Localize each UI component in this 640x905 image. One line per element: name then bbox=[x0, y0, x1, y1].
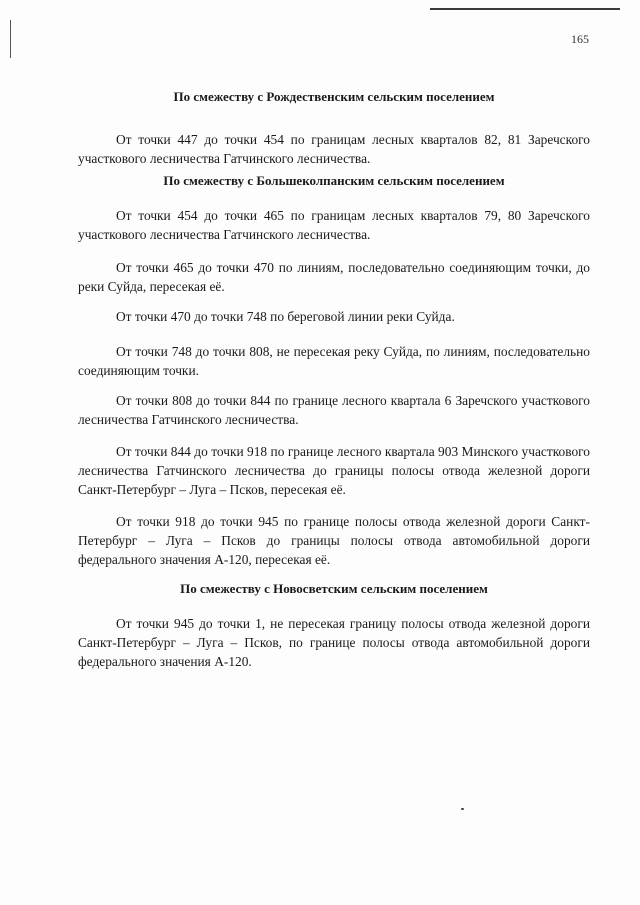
section-heading: По смежеству с Большеколпанским сельским поселением bbox=[163, 173, 505, 188]
paragraph: От точки 748 до точки 808, не пересекая реку Суйда, по линиям, последовательно соединяющим точки. bbox=[78, 344, 590, 378]
page-number: 165 bbox=[571, 32, 589, 46]
paragraph: От точки 454 до точки 465 по границам лесных кварталов 79, 80 Заречского участкового лесничества Гатчинского лесничества. bbox=[78, 208, 590, 242]
scan-speck bbox=[461, 808, 464, 810]
scan-edge-line bbox=[430, 8, 620, 10]
paragraph: От точки 945 до точки 1, не пересекая границу полосы отвода железной дороги Санкт-Петербург – Луга – Псков, по границе полосы отвода автомобильной дороги федерального значения А-120. bbox=[78, 616, 590, 669]
paragraph: От точки 465 до точки 470 по линиям, последовательно соединяющим точки, до реки Суйда, пересекая её. bbox=[78, 260, 590, 294]
paragraph: От точки 470 до точки 748 по береговой линии реки Суйда. bbox=[116, 309, 455, 324]
paragraph: От точки 808 до точки 844 по границе лесного квартала 6 Заречского участкового лесничества Гатчинского лесничества. bbox=[78, 393, 590, 427]
paragraph: От точки 447 до точки 454 по границам лесных кварталов 82, 81 Заречского участкового лесничества Гатчинского лесничества. bbox=[78, 132, 590, 166]
section-heading: По смежеству с Рождественским сельским поселением bbox=[173, 89, 495, 104]
paragraph: От точки 844 до точки 918 по границе лесного квартала 903 Минского участкового лесничества Гатчинского лесничества до границы полосы отвода железной дороги Санкт-Петербург – Луга – Псков, пересекая её. bbox=[78, 444, 590, 497]
paragraph: От точки 918 до точки 945 по границе полосы отвода железной дороги Санкт-Петербург – Луга – Псков до границы полосы отвода автомобильной дороги федерального значения А-120, пересекая её. bbox=[78, 514, 590, 567]
scan-edge-mark bbox=[10, 20, 11, 58]
section-heading: По смежеству с Новосветским сельским поселением bbox=[180, 581, 488, 596]
